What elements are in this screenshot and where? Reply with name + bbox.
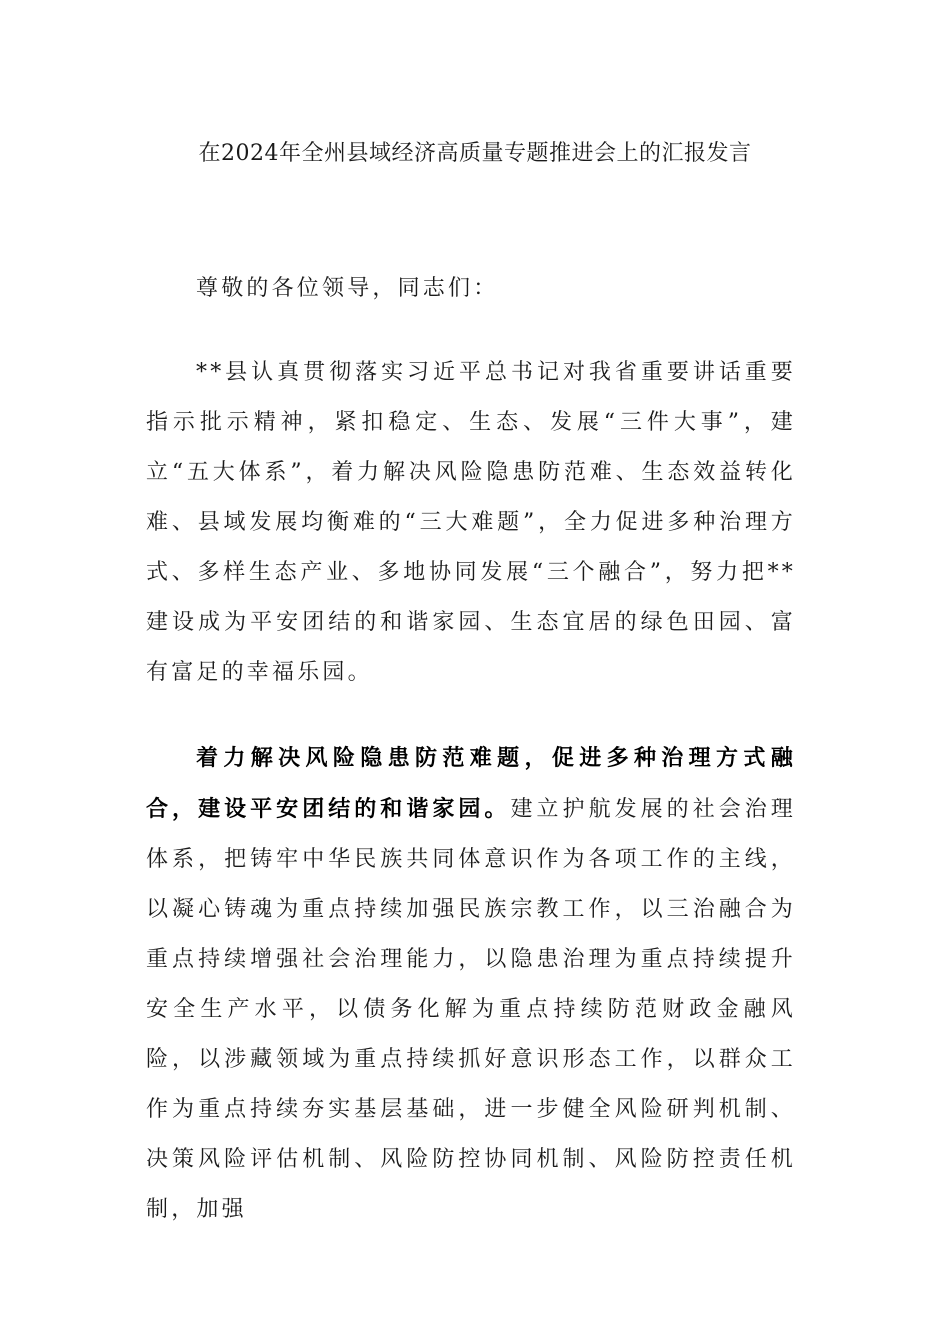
paragraph-2 <box>146 733 796 1235</box>
paragraph-2-lead: 着力解决风险隐患防范难题，促进多种治理方式融合，建设平安团结的和谐家园。 <box>146 745 796 822</box>
salutation: 尊敬的各位领导，同志们： <box>196 276 499 301</box>
document-title: 在2024年全州县域经济高质量专题推进会上的汇报发言 <box>198 141 752 166</box>
paragraph-2-text: 建立护航发展的社会治理体系，把铸牢中华民族共同体意识作为各项工作的主线，以凝心铸魂为重点持续加强民族宗教工作，以三治融合为重点持续增强社会治理能力，以隐患治理为重点持续提升安全生产水平，以债务化解为重点持续防范财政金融风险，以涉藏领域为重点持续抓好意识形态工作，以群众工作为重点持续夯实基层基础，进一步健全风险研判机制、决策风险评估机制、风险防控协同机制、风险防控责任机制，加强 <box>146 797 796 1222</box>
paragraph-1 <box>146 348 796 698</box>
paragraph-1-text: **县认真贯彻落实习近平总书记对我省重要讲话重要指示批示精神，紧扣稳定、生态、发展“三件大事”，建立“五大体系”，着力解决风险隐患防范难、生态效益转化难、县域发展均衡难的“三大难题”，全力促进多种治理方式、多样生态产业、多地协同发展“三个融合”，努力把**建设成为平安团结的和谐家园、生态宜居的绿色田园、富有富足的幸福乐园。 <box>146 360 796 685</box>
